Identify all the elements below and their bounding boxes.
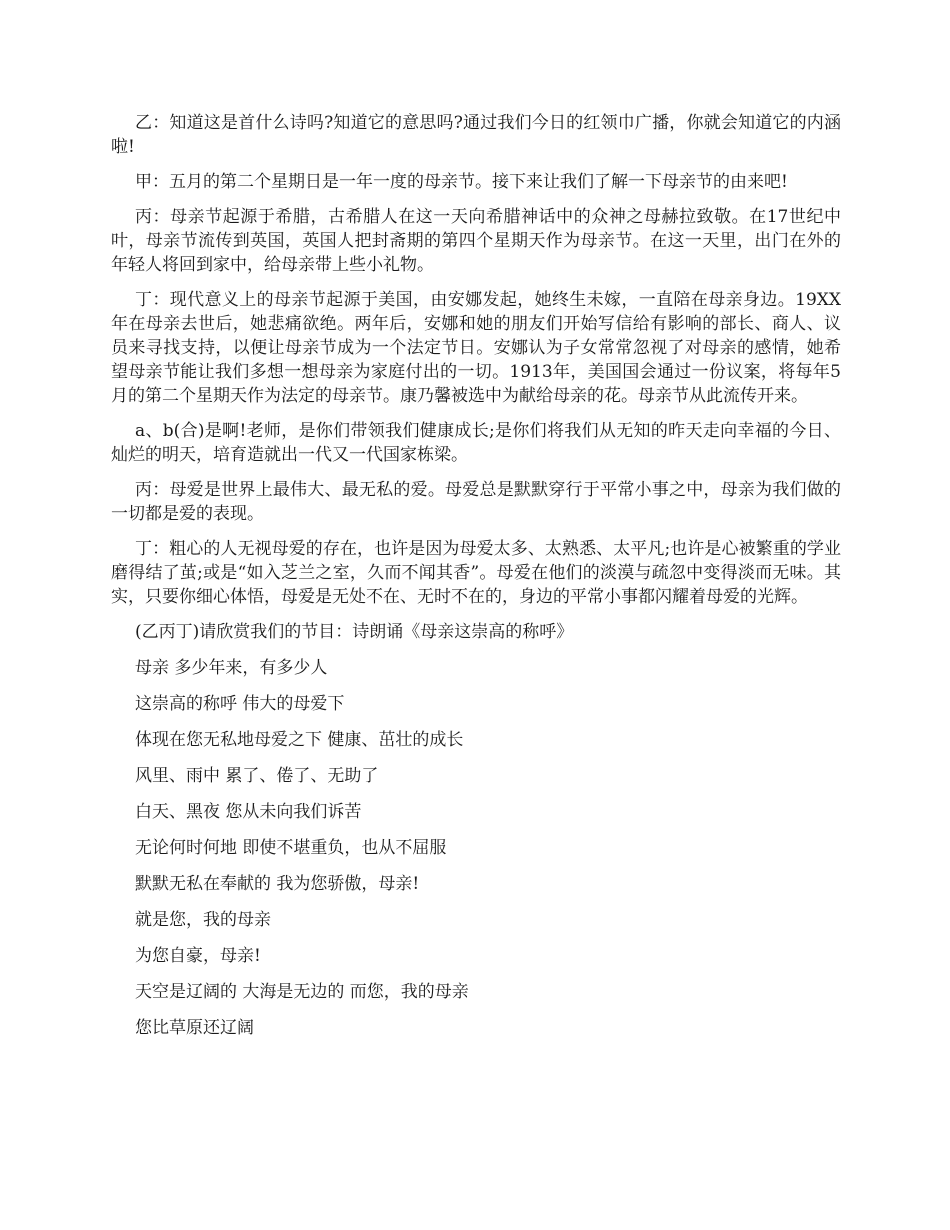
paragraph-ding-origin: 丁：现代意义上的母亲节起源于美国，由安娜发起，她终生未嫁，一直陪在母亲身边。19XX年在母亲去世后，她悲痛欲绝。两年后，安娜和她的朋友们开始写信给有影响的部长、商人、议员来寻找支持，以便让母亲节成为一个法定节日。安娜认为子女常常忽视了对母亲的感情，她希望母亲节能让我们多想一想母亲为家庭付出的一切。1913年，美国国会通过一份议案，将每年5月的第二个星期天作为法定的母亲节。康乃馨被选中为献给母亲的花。母亲节从此流传开来。 [111,290,841,406]
paragraph-bing-love: 丙：母爱是世界上最伟大、最无私的爱。母爱总是默默穿行于平常小事之中，母亲为我们做的一切都是爱的表现。 [111,480,841,524]
poem-line: 就是您，我的母亲 [135,910,271,930]
paragraph-jia-intro: 甲：五月的第二个星期日是一年一度的母亲节。接下来让我们了解一下母亲节的由来吧! [135,172,788,192]
poem-line: 体现在您无私地母爱之下 健康、茁壮的成长 [135,730,464,750]
poem-line: 您比草原还辽阔 [135,1018,254,1038]
paragraph-ab-chorus: a、b(合)是啊!老师，是你们带领我们健康成长;是你们将我们从无知的昨天走向幸福的今日、灿烂的明天，培育造就出一代又一代国家栋梁。 [111,421,841,465]
poem-intro-line: (乙丙丁)请欣赏我们的节目：诗朗诵《母亲这崇高的称呼》 [135,622,574,642]
paragraph-bing-origin: 丙：母亲节起源于希腊，古希腊人在这一天向希腊神话中的众神之母赫拉致敬。在17世纪中叶，母亲节流传到英国，英国人把封斋期的第四个星期天作为母亲节。在这一天里，出门在外的年轻人将回到家中，给母亲带上些小礼物。 [111,207,841,275]
poem-line: 无论何时何地 即使不堪重负，也从不屈服 [135,838,447,858]
poem-line: 这崇高的称呼 伟大的母爱下 [135,694,345,714]
paragraph-ding-love: 丁：粗心的人无视母爱的存在，也许是因为母爱太多、太熟悉、太平凡;也许是心被繁重的学业磨得结了茧;或是“如入芝兰之室，久而不闻其香”。母爱在他们的淡漠与疏忽中变得淡而无味。其实，只要你细心体悟，母爱是无处不在、无时不在的，身边的平常小事都闪耀着母爱的光辉。 [111,539,841,607]
poem-line: 母亲 多少年来，有多少人 [135,658,328,678]
paragraph-yi-intro: 乙：知道这是首什么诗吗?知道它的意思吗?通过我们今日的红领巾广播，你就会知道它的内涵啦! [111,113,841,157]
poem-line: 默默无私在奉献的 我为您骄傲，母亲! [135,874,420,894]
poem-line: 天空是辽阔的 大海是无边的 而您，我的母亲 [135,982,469,1002]
poem-line: 为您自豪，母亲! [135,946,261,966]
poem-line: 白天、黑夜 您从未向我们诉苦 [135,802,362,822]
document-body [111,111,841,1052]
poem-line: 风里、雨中 累了、倦了、无助了 [135,766,379,786]
